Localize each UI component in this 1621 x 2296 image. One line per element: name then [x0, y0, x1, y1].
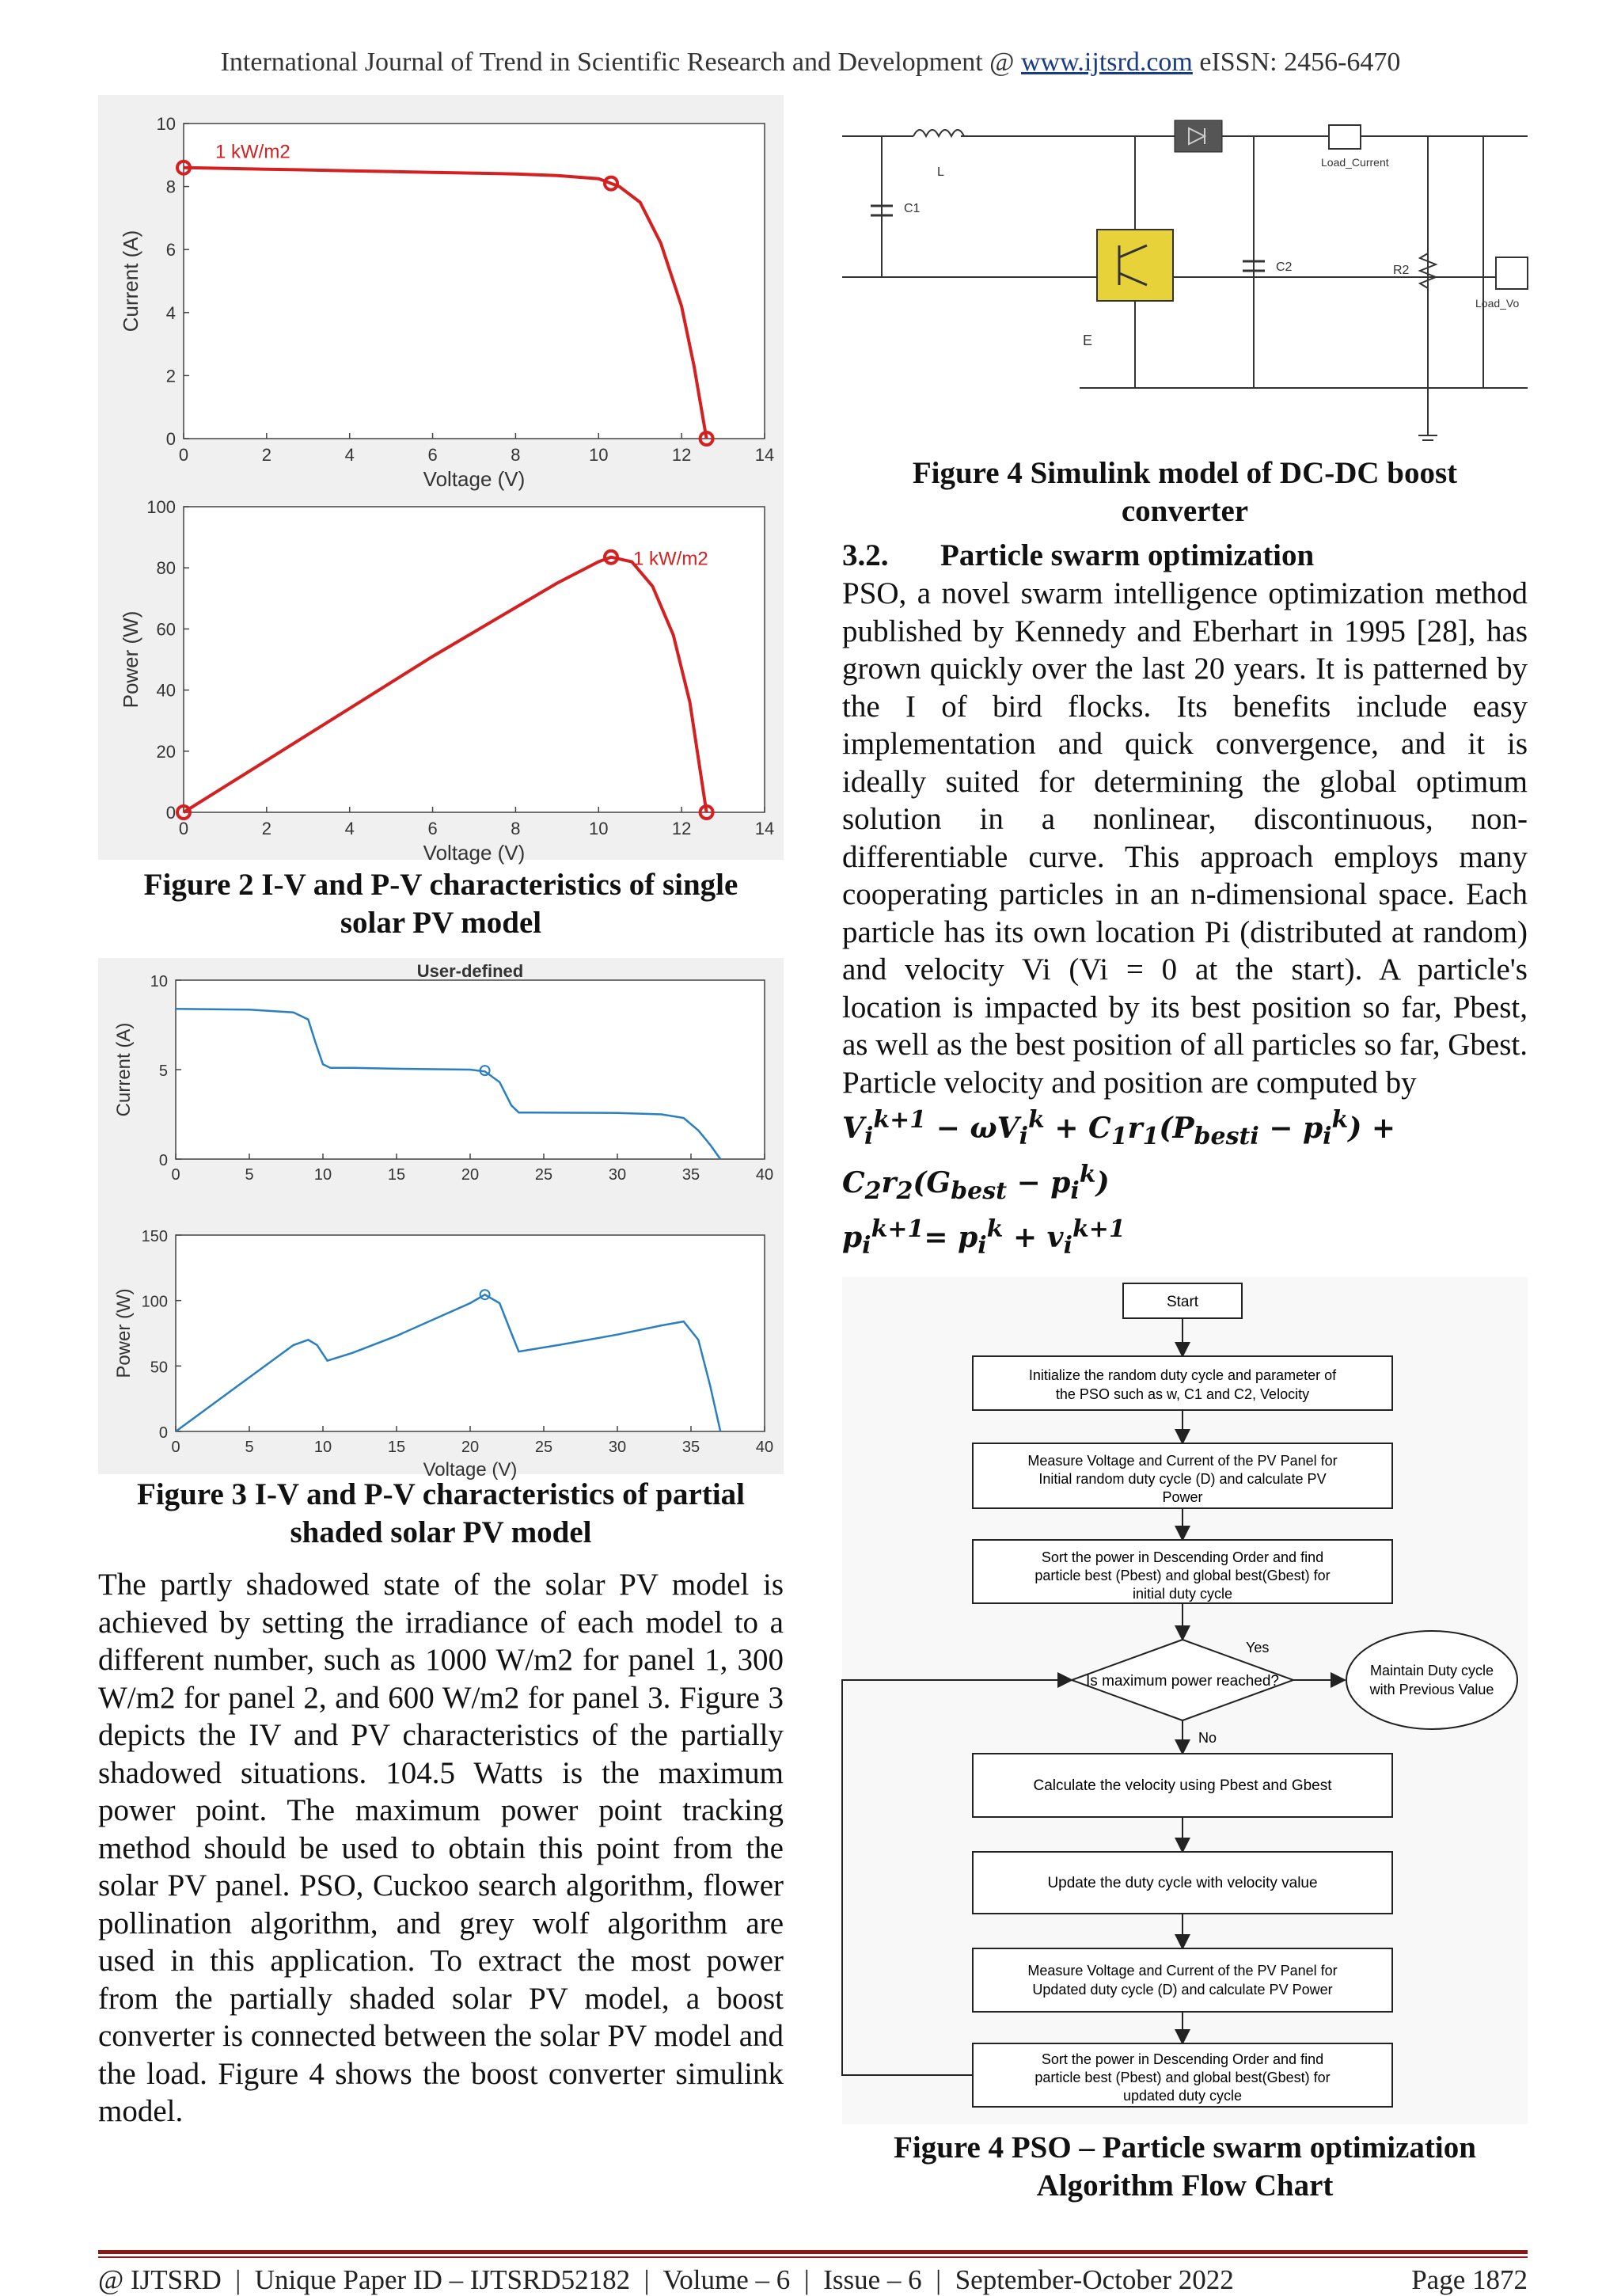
chart-iv-single: [98, 95, 784, 491]
y-tick-label: 60: [156, 619, 176, 640]
journal-url-link[interactable]: www.ijtsrd.com: [1020, 48, 1193, 77]
chart-title: User-defined: [416, 961, 524, 981]
figure4b-caption: [842, 2129, 1528, 2205]
resistor-label: R2: [1393, 264, 1410, 277]
switch-block: [1097, 230, 1173, 301]
y-tick-label: 80: [156, 558, 176, 579]
y-tick-label: 100: [146, 497, 176, 517]
left-body-text: The partly shadowed state of the solar PV model is achieved by setting the irradiance of each model to a different number, such as 1000 W/m2 for panel 1, 300 W/m2 for panel 2, and 600 W/m2 for panel 3. Figure 3 depicts the IV and PV characteristics of the partially shadowed situations. 104.5 Watts is the maximum power point. The maximum power point tracking method should be used to obtain this point from the solar PV panel. PSO, Cuckoo search algorithm, flower pollination algorithm, and grey wolf algorithm are used in this application. To extract the most power from the partially shaded solar PV model, a boost converter is connected between the solar PV model and the load. Figure 4 shows the boost converter simulink model.: [98, 1568, 784, 2128]
flow-yes-label: Yes: [1246, 1639, 1270, 1655]
y-tick-label: 100: [141, 1293, 168, 1311]
figure3-caption-line2: shaded solar PV model: [290, 1515, 592, 1549]
flow-measure2-line1: Measure Voltage and Current of the PV Panel for: [1027, 1962, 1338, 1979]
figure2-caption-line2: solar PV model: [340, 906, 542, 940]
flow-measure2-box: [973, 1948, 1392, 2012]
flow-init-line1: Initialize the random duty cycle and parameter of: [1028, 1367, 1337, 1383]
voltage-meter: [1496, 257, 1528, 289]
x-tick-label: 15: [387, 1166, 406, 1184]
x-tick-label: 35: [681, 1439, 700, 1456]
y-tick-label: 0: [165, 803, 176, 823]
x-tick-label: 0: [178, 819, 189, 838]
flow-no-label: No: [1198, 1729, 1217, 1746]
x-axis-label: Voltage (V): [423, 841, 526, 865]
x-tick-label: 30: [608, 1166, 627, 1184]
journal-header: [0, 48, 1621, 78]
flow-sort2-line2: particle best (Pbest) and global best(Gbest) for: [1034, 2069, 1331, 2085]
x-tick-label: 4: [344, 445, 355, 465]
pso-flowchart: [842, 1277, 1528, 2124]
x-tick-label: 14: [754, 445, 775, 465]
x-tick-label: 6: [427, 445, 438, 465]
x-tick-label: 10: [589, 819, 609, 838]
flow-sort1-line1: Sort the power in Descending Order and find: [1041, 1549, 1324, 1565]
flow-start-text: Start: [1166, 1293, 1199, 1310]
x-tick-label: 5: [245, 1439, 254, 1456]
footer-rule-thin: [98, 2256, 1528, 2258]
x-tick-label: 10: [589, 445, 609, 465]
x-tick-label: 12: [671, 445, 692, 465]
figure4a-caption: [842, 454, 1528, 530]
x-tick-label: 25: [534, 1166, 553, 1184]
cap2-label: C2: [1276, 260, 1293, 274]
y-tick-label: 8: [165, 177, 176, 197]
ground-label: E: [1083, 333, 1093, 348]
flow-velocity-text: Calculate the velocity using Pbest and Gbest: [1033, 1777, 1332, 1794]
section-title-text: Particle swarm optimization: [940, 538, 1315, 572]
section-number: 3.2.: [842, 538, 889, 572]
plot-area: [176, 1235, 765, 1431]
chart-pv-single: [98, 483, 784, 863]
x-tick-label: 40: [755, 1166, 774, 1184]
header-prefix: International Journal of Trend in Scientific Research and Development @: [220, 48, 1021, 77]
flow-sort2-line1: Sort the power in Descending Order and find: [1041, 2051, 1324, 2067]
load-voltage-label: Load_Vo: [1475, 297, 1520, 310]
y-tick-label: 150: [141, 1228, 168, 1245]
velocity-equation: $V_i^{k+1} - \omega V_i^k + C_1r_1(P_{besti} - p_i^k) + C_2r_2(G_{best} - p_i^k)$: [842, 1106, 1396, 1206]
x-tick-label: 10: [313, 1166, 332, 1184]
y-tick-label: 50: [150, 1359, 168, 1377]
flow-measure1-line2: Initial random duty cycle (D) and calculate PV: [1038, 1470, 1327, 1487]
x-tick-label: 20: [461, 1166, 480, 1184]
flow-update-text: Update the duty cycle with velocity value: [1047, 1874, 1318, 1891]
figure3-caption: [98, 1476, 784, 1552]
inductor-label: L: [937, 165, 944, 179]
x-tick-label: 15: [387, 1439, 406, 1456]
x-tick-label: 0: [171, 1439, 180, 1456]
x-tick-label: 8: [511, 819, 521, 838]
figure2-panel: [98, 95, 784, 865]
x-tick-label: 0: [171, 1166, 180, 1184]
position-equation: $p_i^{k+1}= p_i^k + v_i^{k+1}$: [842, 1215, 1126, 1260]
flow-measure1-line3: Power: [1162, 1488, 1203, 1505]
y-axis-label: Current (A): [119, 230, 142, 333]
inductor-coil: [913, 130, 964, 136]
flow-maintain-ellipse: [1346, 1631, 1517, 1729]
chart-iv-shaded: [98, 958, 784, 1211]
y-tick-label: 0: [165, 429, 176, 449]
x-tick-label: 2: [261, 445, 271, 465]
cap1-label: C1: [904, 202, 921, 215]
section-heading: [842, 537, 1528, 575]
flow-measure2-line2: Updated duty cycle (D) and calculate PV Power: [1032, 1981, 1333, 1998]
figure4a-caption-line1: Figure 4 Simulink model of DC-DC boost: [912, 456, 1458, 490]
chart-pv-shaded: [98, 1213, 784, 1481]
section-body: PSO, a novel swarm intelligence optimization method published by Kennedy and Eberhart in 1995 [28], has grown quickly over the last 20 years. It is patterned by the I of bird flocks. Its benefits include easy implementation and quick convergence, and it is ideally suited for determining the global optimum solution in a nonlinear, discontinuous, non-differentiable curve. This approach employs many cooperating particles in an n-dimensional space. Each particle has its own location Pi (distributed at random) and velocity Vi (Vi = 0 at the start). A particle's location is impacted by its best position so far, Pbest, as well as the best position of all particles so far, Gbest. Particle velocity and position are computed by: [842, 576, 1528, 1100]
x-tick-label: 2: [261, 819, 271, 838]
x-tick-label: 25: [534, 1439, 553, 1456]
flow-sort1-line3: initial duty cycle: [1132, 1585, 1233, 1602]
current-meter: [1329, 125, 1361, 149]
y-tick-label: 2: [165, 366, 176, 386]
figure4b-caption-line1: Figure 4 PSO – Particle swarm optimization: [894, 2130, 1476, 2165]
y-axis-label: Power (W): [113, 1288, 135, 1378]
figure2-caption: [98, 866, 784, 942]
y-axis-label: Current (A): [113, 1022, 135, 1117]
y-tick-label: 0: [158, 1152, 168, 1169]
x-tick-label: 20: [461, 1439, 480, 1456]
x-tick-label: 14: [754, 819, 775, 838]
x-tick-label: 4: [344, 819, 355, 838]
flow-sort2-line3: updated duty cycle: [1122, 2087, 1243, 2104]
x-axis-label: Voltage (V): [423, 467, 526, 491]
x-tick-label: 5: [245, 1166, 254, 1184]
footer-page-number: Page 1872: [1411, 2264, 1528, 2295]
left-column: [98, 95, 784, 2131]
flow-maintain-line1: Maintain Duty cycle: [1369, 1662, 1494, 1678]
diode-block: [1175, 120, 1222, 152]
flow-maintain-line2: with Previous Value: [1369, 1681, 1494, 1697]
figure4a-caption-line2: converter: [1121, 494, 1249, 528]
flow-init-line2: the PSO such as w, C1 and C2, Velocity: [1055, 1386, 1310, 1402]
figure2-caption-line1: Figure 2 I-V and P-V characteristics of single: [143, 868, 738, 902]
y-axis-label: Power (W): [119, 610, 142, 709]
irradiance-annotation: 1 kW/m2: [633, 548, 708, 570]
y-tick-label: 4: [165, 302, 176, 323]
header-suffix: eISSN: 2456-6470: [1192, 48, 1401, 77]
x-tick-label: 8: [511, 445, 521, 465]
x-tick-label: 30: [608, 1439, 627, 1456]
y-tick-label: 10: [150, 973, 168, 990]
right-column: [842, 95, 1528, 2205]
figure3-panel: [98, 958, 784, 1481]
footer-info: @ IJTSRD | Unique Paper ID – IJTSRD52182 | Volume – 6 | Issue – 6 | September-October 2022: [98, 2264, 1234, 2295]
x-tick-label: 40: [755, 1439, 774, 1456]
y-tick-label: 6: [165, 240, 176, 260]
y-tick-label: 40: [156, 680, 176, 701]
y-tick-label: 10: [156, 114, 176, 134]
y-tick-label: 20: [156, 741, 176, 762]
x-tick-label: 12: [671, 819, 692, 838]
flow-measure1-line1: Measure Voltage and Current of the PV Panel for: [1027, 1452, 1338, 1469]
x-tick-label: 35: [681, 1166, 700, 1184]
page-footer: [98, 2264, 1528, 2296]
figure3-caption-line1: Figure 3 I-V and P-V characteristics of partial: [137, 1477, 745, 1511]
irradiance-annotation: 1 kW/m2: [215, 141, 290, 163]
x-axis-label: Voltage (V): [423, 1459, 518, 1481]
simulink-boost-diagram: [842, 103, 1528, 451]
flow-decision-text: Is maximum power reached?: [1086, 1672, 1279, 1690]
x-tick-label: 6: [427, 819, 438, 838]
y-tick-label: 0: [158, 1424, 168, 1442]
y-tick-label: 5: [158, 1062, 168, 1080]
footer-rule: [98, 2250, 1528, 2254]
figure4b-caption-line2: Algorithm Flow Chart: [1036, 2168, 1334, 2203]
flow-sort1-line2: particle best (Pbest) and global best(Gbest) for: [1034, 1567, 1331, 1583]
load-current-label: Load_Current: [1321, 156, 1389, 169]
x-tick-label: 0: [178, 445, 189, 465]
x-tick-label: 10: [313, 1439, 332, 1456]
